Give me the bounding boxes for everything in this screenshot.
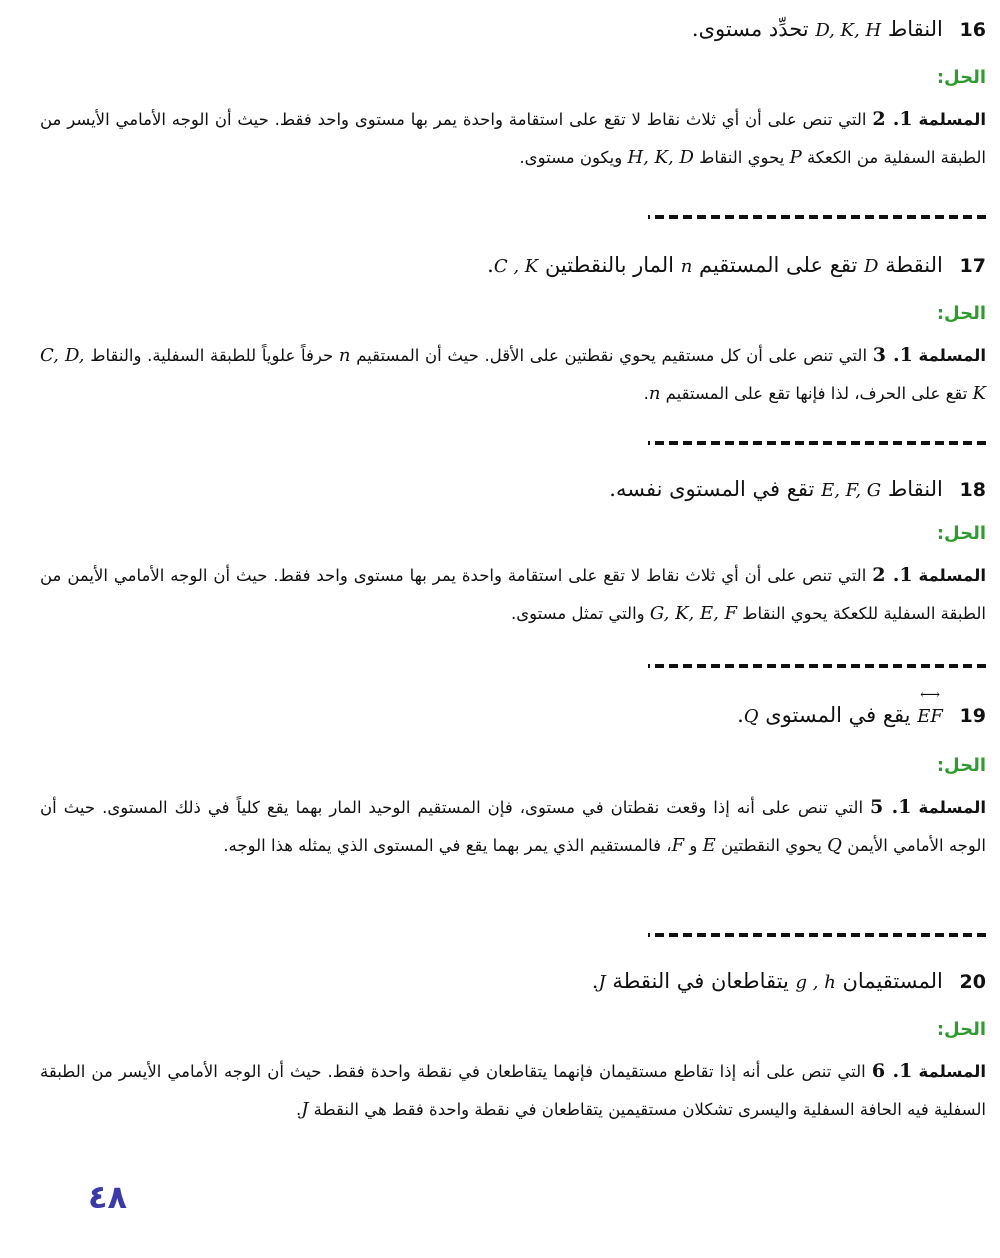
dashed-separator <box>648 215 986 219</box>
postulate-word: المسلمة <box>918 566 986 585</box>
solution-text: والتي تمثل مستوى. <box>511 604 645 623</box>
page-number: ٤٨ <box>88 1178 128 1216</box>
question-math: g , h <box>795 972 836 993</box>
solution-math: G, K, E, F <box>649 603 738 624</box>
solution-text: حرفاً علوياً للطبقة السفلية. والنقاط <box>90 346 334 365</box>
question-math: C , K <box>493 256 539 277</box>
question-20 <box>40 966 986 998</box>
solution-paragraph-17 <box>40 336 986 413</box>
question-16 <box>40 14 986 46</box>
question-math: EF <box>917 706 943 727</box>
question-text: النقطة <box>885 253 943 277</box>
question-math: D, K, H <box>815 20 882 41</box>
question-math: D <box>864 256 879 277</box>
solution-math: P <box>789 147 802 168</box>
solution-paragraph-20 <box>40 1052 986 1129</box>
solution-math: C, D, K <box>40 345 986 404</box>
solution-label: الحل: <box>936 1019 986 1040</box>
question-text: تقع في المستوى نفسه. <box>609 477 815 501</box>
solution-text: التي تنص على أن أي ثلاث نقاط لا تقع على استقامة واحدة يمر بها مستوى واحد فقط. حيث أن الوجه الأمامي الأيمن من الطبقة السفلية للكعكة يحوي النقاط <box>40 566 986 623</box>
solution-text: التي تنص على أنه إذا وقعت نقطتان في مستوى، فإن المستقيم الوحيد المار بهما يقع كلياً في ذلك المستوى. حيث أن الوجه الأمامي الأيمن <box>40 798 986 855</box>
question-text: تقع على المستقيم <box>698 253 858 277</box>
postulate-number: 6 .1 <box>871 1060 913 1082</box>
question-number: 19 <box>959 705 986 727</box>
solution-text: يحوي النقطتين <box>721 836 822 855</box>
solution-math: Q <box>827 835 842 856</box>
solution-text: . <box>295 1100 302 1119</box>
question-text: المستقيمان <box>842 969 943 993</box>
question-text: يتقاطعان في النقطة <box>612 969 789 993</box>
question-text: . <box>737 703 744 727</box>
question-text: النقاط <box>887 17 943 41</box>
question-18 <box>40 474 986 506</box>
solution-paragraph-16 <box>40 100 986 177</box>
dashed-separator <box>648 441 986 445</box>
solution-label: الحل: <box>936 67 986 88</box>
postulate-word: المسلمة <box>918 798 987 817</box>
question-17 <box>40 250 986 282</box>
postulate-number: 3 .1 <box>872 344 913 366</box>
solution-math: F <box>671 835 685 856</box>
solution-math: n <box>648 383 661 404</box>
question-number: 17 <box>959 255 986 277</box>
question-text: النقاط <box>887 477 943 501</box>
question-number: 16 <box>959 19 986 41</box>
dashed-separator <box>648 664 986 668</box>
question-text: يقع في المستوى <box>765 703 911 727</box>
question-math: J <box>598 972 606 993</box>
postulate-word: المسلمة <box>918 1062 987 1081</box>
solution-paragraph-19 <box>40 788 986 865</box>
question-number: 18 <box>959 479 986 501</box>
solution-text: تقع على الحرف، لذا فإنها تقع على المستقيم <box>665 384 968 403</box>
solution-math: n <box>338 345 351 366</box>
solution-text: يحوي النقاط <box>699 148 785 167</box>
solution-label: الحل: <box>936 303 986 324</box>
question-text: المار بالنقطتين <box>544 253 675 277</box>
solution-math: H, K, D <box>627 147 694 168</box>
dashed-separator <box>648 933 986 937</box>
solution-label: الحل: <box>936 755 986 776</box>
line-arrow-icon: ⟷ <box>920 687 941 703</box>
question-19 <box>40 687 986 732</box>
question-text: . <box>591 969 599 993</box>
postulate-word: المسلمة <box>918 346 987 365</box>
question-math: Q <box>743 706 759 727</box>
solution-math: J <box>301 1099 309 1120</box>
solution-paragraph-18 <box>40 556 986 633</box>
solution-text: التي تنص على أنه إذا تقاطع مستقيمان فإنهما يتقاطعان في نقطة واحدة فقط. حيث أن الوجه الأمامي الأيسر من الطبقة السفلية فيه الحافة السفلية واليسرى تشكلان مستقيمين يتقاطعان في نقطة واحدة فقط هي النقطة <box>40 1062 986 1119</box>
postulate-number: 2 .1 <box>872 564 913 586</box>
postulate-number: 2 .1 <box>872 108 913 130</box>
solution-label: الحل: <box>936 523 986 544</box>
solution-text: و <box>689 836 698 855</box>
question-math: n <box>680 256 693 277</box>
question-text: . <box>487 253 494 277</box>
question-math: E, F, G <box>821 480 882 501</box>
solution-text: . <box>643 384 649 403</box>
solution-text: ويكون مستوى. <box>519 148 623 167</box>
solution-text: ، فالمستقيم الذي يمر بهما يقع في المستوى الذي يمثله هذا الوجه. <box>223 836 672 855</box>
postulate-word: المسلمة <box>918 110 987 129</box>
postulate-number: 5 .1 <box>870 796 912 818</box>
question-number: 20 <box>959 971 986 993</box>
solution-text: التي تنص على أن كل مستقيم يحوي نقطتين على الأقل. حيث أن المستقيم <box>356 346 868 365</box>
solution-text: التي تنص على أن أي ثلاث نقاط لا تقع على استقامة واحدة يمر بها مستوى واحد فقط. حيث أن الوجه الأمامي الأيسر من الطبقة السفلية من الكعكة <box>40 110 986 167</box>
solution-math: E <box>702 835 716 856</box>
line-ef-symbol <box>917 687 943 732</box>
question-text: تحدِّد مستوى. <box>691 17 809 41</box>
